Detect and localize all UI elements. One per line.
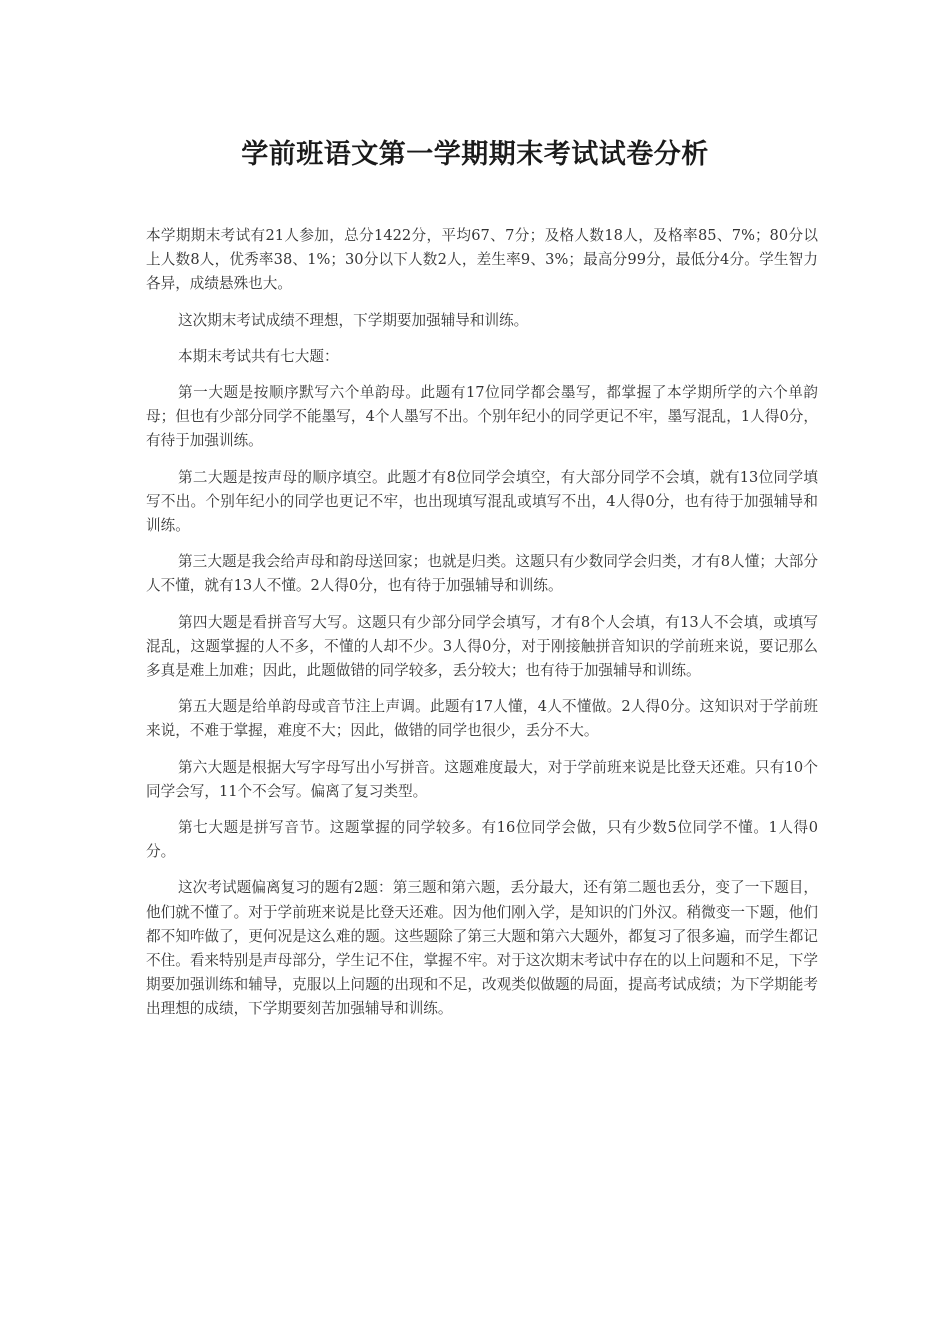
paragraph-conclusion-brief: 这次期末考试成绩不理想，下学期要加强辅导和训练。 (178, 311, 529, 329)
paragraph-intro: 本期末考试共有七大题： (178, 347, 339, 365)
paragraph-question-7: 第七大题是拼写音节。这题掌握的同学较多。有16位同学会做，只有少数5位同学不懂。1人得0分。 (146, 819, 818, 861)
paragraph-summary: 本学期期末考试有21人参加，总分1422分，平均67、7分；及格人数18人，及格率85、7%；80分以上人数8人，优秀率38、1%；30分以下人数2人，差生率9、3%；最高分99分，最低分4分。学生智力各异，成绩悬殊也大。 (146, 227, 818, 293)
paragraph-question-6: 第六大题是根据大写字母写出小写拼音。这题难度最大，对于学前班来说是比登天还难。只有10个同学会写，11个不会写。偏离了复习类型。 (146, 758, 818, 800)
paragraph-question-3: 第三大题是我会给声母和韵母送回家；也就是归类。这题只有少数同学会归类，才有8人懂；大部分人不懂，就有13人不懂。2人得0分，也有待于加强辅导和训练。 (146, 553, 818, 595)
paragraph-question-2: 第二大题是按声母的顺序填空。此题才有8位同学会填空，有大部分同学不会填，就有13位同学填写不出。个别年纪小的同学也更记不牢，也出现填写混乱或填写不出，4人得0分，也有待于加强辅导和训练。 (146, 468, 818, 535)
paragraph-question-4: 第四大题是看拼音写大写。这题只有少部分同学会填写，才有8个人会填，有13人不会填，或填写混乱，这题掌握的人不多，不懂的人却不少。3人得0分，对于刚接触拼音知识的学前班来说，要记那么多真是难上加难；因此，此题做错的同学较多，丢分较大；也有待于加强辅导和训练。 (146, 613, 818, 680)
paragraph-question-1: 第一大题是按顺序默写六个单韵母。此题有17位同学都会墨写，都掌握了本学期所学的六个单韵母；但也有少部分同学不能墨写，4个人墨写不出。个别年纪小的同学更记不牢，墨写混乱，1人得0分，有待于加强训练。 (146, 384, 818, 450)
paragraph-question-5: 第五大题是给单韵母或音节注上声调。此题有17人懂，4人不懂做。2人得0分。这知识对于学前班来说，不难于掌握，难度不大；因此，做错的同学也很少，丢分不大。 (146, 698, 818, 740)
document-title: 学前班语文第一学期期末考试试卷分析 (241, 139, 709, 170)
document-body (146, 224, 818, 1034)
paragraph-final-analysis: 这次考试题偏离复习的题有2题：第三题和第六题，丢分最大，还有第二题也丢分，变了一下题目，他们就不懂了。对于学前班来说是比登天还难。因为他们刚入学，是知识的门外汉。稍微变一下题，他们都不知咋做了，更何况是这么难的题。这些题除了第三大题和第六大题外，都复习了很多遍，而学生都记不住。看来特别是声母部分，学生记不住，掌握不牢。对于这次期末考试中存在的以上问题和不足，下学期要加强训练和辅导，克服以上问题的出现和不足，改观类似做题的局面，提高考试成绩；为下学期能考出理想的成绩，下学期要刻苦加强辅导和训练。 (146, 879, 818, 1018)
